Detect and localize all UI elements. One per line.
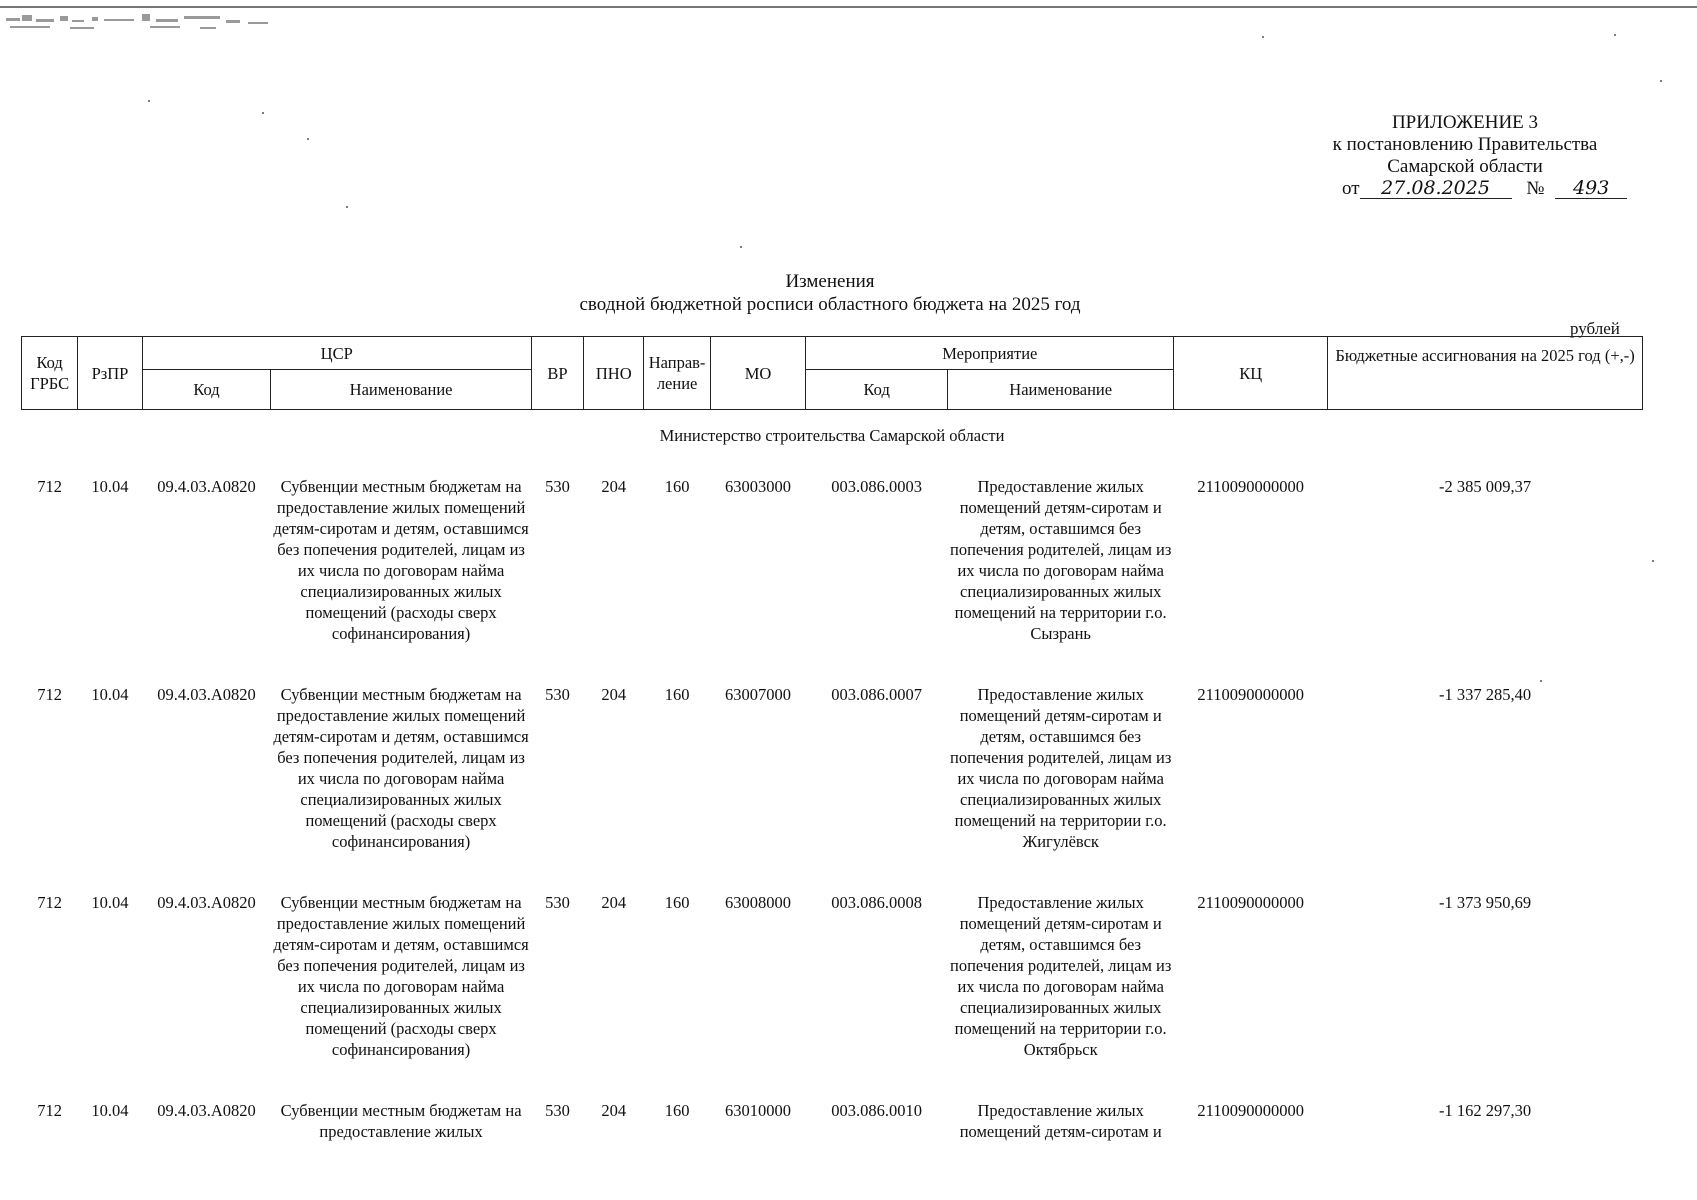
table-row (22, 872, 1643, 1080)
cell-event-kod: 003.086.0008 (831, 892, 923, 912)
cell-kc: 2110090000000 (1197, 1100, 1305, 1120)
scan-speck (1660, 80, 1662, 82)
cell-event-kod: 003.086.0003 (831, 476, 923, 496)
appendix-date-line (1300, 178, 1630, 200)
cell-mo: 63007000 (725, 684, 792, 704)
cell-pno: 204 (601, 1100, 627, 1120)
appendix-header (1300, 112, 1630, 200)
scan-speck (1652, 560, 1654, 562)
header-vr: ВР (531, 337, 583, 410)
header-event-name: Наименование (948, 370, 1174, 410)
header-csr-name: Наименование (271, 370, 531, 410)
header-pno: ПНО (584, 337, 644, 410)
cell-direction: 160 (664, 1100, 690, 1120)
scan-speck (1262, 36, 1264, 38)
date-prefix: от (1342, 178, 1360, 199)
cell-csr-name: Субвенции местным бюджетам на предоставление жилых помещений детям-сиротам и детям, оставшимся без попечения родителей, лицам из их числа по договорам найма специализированных жилых помещений (расходы сверх софинансирования) (273, 684, 529, 851)
scan-noise-mark (0, 10, 300, 36)
cell-direction: 160 (664, 476, 690, 496)
cell-grbs: 712 (37, 684, 63, 704)
scan-speck (307, 138, 309, 140)
cell-vr: 530 (545, 1100, 570, 1120)
cell-event-name: Предоставление жилых помещений детям-сиротам и (959, 1100, 1162, 1141)
header-kc: КЦ (1174, 337, 1328, 410)
header-rzpr: РзПР (78, 337, 142, 410)
cell-csr-kod: 09.4.03.А0820 (157, 684, 256, 704)
scan-speck (262, 112, 264, 114)
header-budget: Бюджетные ассигнования на 2025 год (+,-) (1328, 337, 1643, 410)
scan-speck (148, 100, 150, 102)
cell-csr-kod: 09.4.03.А0820 (157, 892, 256, 912)
appendix-line3: Самарской области (1387, 156, 1543, 177)
table-header (22, 337, 1643, 410)
cell-vr: 530 (545, 892, 570, 912)
cell-kc: 2110090000000 (1197, 892, 1305, 912)
cell-direction: 160 (664, 684, 690, 704)
cell-csr-kod: 09.4.03.А0820 (157, 476, 256, 496)
budget-table-wrapper (21, 336, 1643, 1142)
cell-rzpr: 10.04 (91, 892, 129, 912)
scan-speck (346, 206, 348, 208)
cell-event-name: Предоставление жилых помещений детям-сиротам и детям, оставшимся без попечения родителей, лицам из их числа по договорам найма специализированных жилых помещений на территории г.о. Жигулёвск (950, 684, 1172, 851)
cell-csr-name: Субвенции местным бюджетам на предоставление жилых помещений детям-сиротам и детям, оставшимся без попечения родителей, лицам из их числа по договорам найма специализированных жилых помещений (расходы сверх софинансирования) (273, 476, 529, 643)
scan-speck (1614, 34, 1616, 36)
table-row (22, 664, 1643, 872)
title-line1: Изменения (785, 271, 875, 292)
header-direction: Направ-ление (644, 337, 710, 410)
header-event: Мероприятие (806, 337, 1174, 370)
header-csr: ЦСР (142, 337, 531, 370)
header-mo: МО (710, 337, 806, 410)
cell-csr-name: Субвенции местным бюджетам на предоставление жилых помещений детям-сиротам и детям, оставшимся без попечения родителей, лицам из их числа по договорам найма специализированных жилых помещений (расходы сверх софинансирования) (273, 892, 529, 1059)
cell-pno: 204 (601, 476, 627, 496)
appendix-title: ПРИЛОЖЕНИЕ 3 (1391, 112, 1539, 133)
cell-event-name: Предоставление жилых помещений детям-сиротам и детям, оставшимся без попечения родителей, лицам из их числа по договорам найма специализированных жилых помещений на территории г.о. Сызрань (950, 476, 1172, 643)
cell-csr-name: Субвенции местным бюджетам на предоставление жилых (280, 1100, 522, 1141)
section-title: Министерство строительства Самарской области (659, 426, 1005, 446)
cell-rzpr: 10.04 (91, 684, 129, 704)
handwritten-date: 27.08.2025 (1360, 178, 1512, 199)
cell-mo: 63008000 (725, 892, 792, 912)
cell-grbs: 712 (37, 892, 63, 912)
cell-grbs: 712 (37, 1100, 63, 1120)
appendix-line2: к постановлению Правительства (1332, 134, 1598, 155)
table-row (22, 456, 1643, 664)
header-kod-grbs: Код ГРБС (22, 337, 78, 410)
cell-pno: 204 (601, 892, 627, 912)
cell-event-kod: 003.086.0010 (831, 1100, 923, 1120)
cell-mo: 63003000 (725, 476, 792, 496)
cell-rzpr: 10.04 (91, 476, 129, 496)
cell-vr: 530 (545, 684, 570, 704)
cell-csr-kod: 09.4.03.А0820 (157, 1100, 256, 1120)
budget-table (21, 336, 1643, 1142)
cell-grbs: 712 (37, 476, 63, 496)
header-csr-kod: Код (142, 370, 271, 410)
cell-event-name: Предоставление жилых помещений детям-сиротам и детям, оставшимся без попечения родителей, лицам из их числа по договорам найма специализированных жилых помещений на территории г.о. Октябрьск (950, 892, 1172, 1059)
cell-amount: -1 337 285,40 (1439, 684, 1532, 704)
cell-kc: 2110090000000 (1197, 476, 1305, 496)
handwritten-number: 493 (1555, 178, 1627, 199)
cell-amount: -2 385 009,37 (1439, 476, 1532, 496)
cell-event-kod: 003.086.0007 (831, 684, 923, 704)
units-label: рублей (1570, 319, 1620, 338)
cell-rzpr: 10.04 (91, 1100, 129, 1120)
cell-direction: 160 (664, 892, 690, 912)
scan-speck (740, 246, 742, 248)
number-prefix: № (1526, 178, 1545, 199)
cell-kc: 2110090000000 (1197, 684, 1305, 704)
document-title (480, 270, 1180, 316)
cell-mo: 63010000 (725, 1100, 792, 1120)
cell-amount: -1 162 297,30 (1439, 1100, 1532, 1120)
cell-pno: 204 (601, 684, 627, 704)
scan-edge-line (0, 6, 1697, 8)
cell-vr: 530 (545, 476, 570, 496)
table-body (22, 410, 1643, 1142)
header-event-kod: Код (806, 370, 948, 410)
cell-amount: -1 373 950,69 (1439, 892, 1532, 912)
title-line2: сводной бюджетной росписи областного бюджета на 2025 год (579, 294, 1081, 315)
table-row (22, 1080, 1643, 1142)
